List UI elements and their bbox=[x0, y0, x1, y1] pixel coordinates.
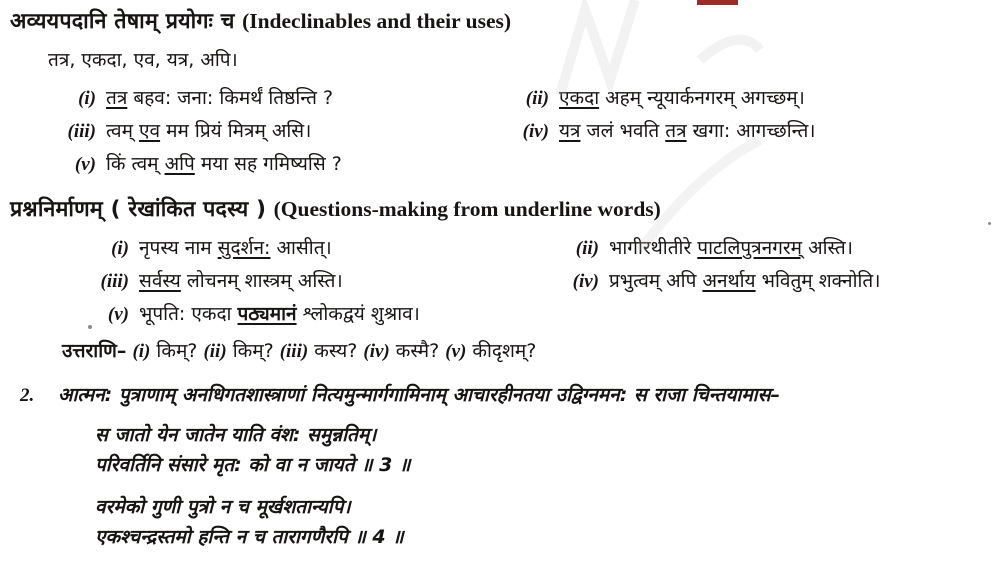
underlined-word: तत्र bbox=[106, 87, 128, 109]
indeclinables-list: तत्र, एकदा, एव, यत्र, अपि। bbox=[48, 49, 238, 71]
question-item bbox=[85, 233, 505, 264]
item-text bbox=[559, 83, 805, 114]
section1-row-1 bbox=[10, 83, 994, 114]
item-text bbox=[609, 233, 853, 264]
item-number: (i) bbox=[111, 238, 129, 259]
text-segment: (i) bbox=[132, 341, 151, 362]
text-segment: कीदृशम्? bbox=[466, 340, 537, 362]
text-segment: कस्य? bbox=[308, 340, 364, 362]
underlined-word: अनर्थाय bbox=[702, 270, 756, 292]
example-item bbox=[505, 116, 994, 147]
question-item bbox=[85, 266, 505, 297]
shloka-3-line-2: परिवर्तिनि संसारे मृत: को वा न जायते ॥ 3 ॥ bbox=[95, 454, 411, 476]
text-segment: (iii) bbox=[279, 341, 309, 362]
scan-artifact-red-mark bbox=[697, 0, 738, 5]
section2-row-3 bbox=[10, 299, 994, 330]
text-segment: भागीरथीतीरे bbox=[609, 237, 698, 259]
shloka-3-line-1: स जातो येन जातेन याति वंश: समुन्नतिम्। bbox=[95, 424, 377, 446]
text-segment: श्लोकद्वयं शुश्राव। bbox=[296, 303, 420, 325]
example-item bbox=[52, 149, 505, 180]
text-segment: बहव: जना: किमर्थं तिष्ठन्ति ? bbox=[127, 87, 334, 109]
exercise-2 bbox=[10, 380, 994, 411]
item-number: (v) bbox=[74, 154, 96, 175]
text-segment: (ii) bbox=[203, 341, 227, 362]
section2-row-1 bbox=[10, 233, 994, 264]
section2-row-2 bbox=[10, 266, 994, 297]
text-segment: उत्तराणि– bbox=[62, 340, 127, 362]
underlined-word: पठ्यमानं bbox=[237, 303, 297, 325]
item-number: (iv) bbox=[522, 121, 549, 142]
text-segment: प्रभुत्वम् अपि bbox=[609, 270, 703, 292]
underlined-word: तत्र bbox=[665, 120, 687, 142]
section2-heading-english: (Questions-making from underline words) bbox=[273, 197, 661, 221]
section1-row-3 bbox=[10, 149, 994, 180]
item-text bbox=[106, 116, 311, 147]
underlined-word: एकदा bbox=[559, 87, 600, 109]
scan-speck bbox=[88, 325, 92, 329]
text-segment: मम प्रियं मित्रम् असि। bbox=[160, 120, 312, 142]
item-text bbox=[139, 299, 420, 330]
shloka-4-line-2: एकश्चन्द्रस्तमो हन्ति न च तारागणैरपि ॥ 4 ॥ bbox=[95, 526, 404, 548]
example-item bbox=[52, 116, 505, 147]
text-segment: (iv) bbox=[363, 341, 390, 362]
item-number: (ii) bbox=[575, 238, 599, 259]
text-segment: खगा: आगच्छन्ति। bbox=[686, 120, 816, 142]
underlined-word: पाटलिपुत्रनगरम् bbox=[697, 237, 803, 259]
text-segment: मया सह गमिष्यसि ? bbox=[194, 153, 342, 175]
answers-line bbox=[62, 336, 994, 367]
item-text bbox=[106, 83, 333, 114]
example-item bbox=[52, 83, 505, 114]
underlined-word: अपि bbox=[164, 153, 195, 175]
text-segment: जलं भवति bbox=[580, 120, 666, 142]
item-number: (iii) bbox=[67, 121, 96, 142]
scan-speck bbox=[988, 222, 991, 225]
text-segment: अस्ति। bbox=[802, 237, 853, 259]
text-segment: कस्मै? bbox=[389, 340, 446, 362]
section1-heading-devanagari: अव्ययपदानि तेषाम् प्रयोगः च bbox=[10, 9, 235, 34]
shloka-4-line-1: वरमेको गुणी पुत्रो न च मूर्खशतान्यपि। bbox=[95, 496, 351, 518]
section1-heading bbox=[10, 6, 994, 37]
text-segment: किम्? bbox=[226, 340, 280, 362]
exercise-2-number: 2. bbox=[20, 385, 35, 406]
underlined-word: सर्वस्य bbox=[139, 270, 181, 292]
item-text bbox=[106, 149, 342, 180]
section2-heading-devanagari: प्रश्ननिर्माणम् ( रेखांकित पदस्य ) bbox=[10, 197, 267, 222]
section2-heading bbox=[10, 194, 994, 225]
question-item bbox=[85, 299, 505, 330]
item-number: (iv) bbox=[572, 271, 599, 292]
shloka-4 bbox=[95, 492, 994, 552]
section1-row-2 bbox=[10, 116, 994, 147]
text-segment: किं त्वम् bbox=[106, 153, 165, 175]
item-number: (iii) bbox=[100, 271, 129, 292]
text-segment: (v) bbox=[445, 341, 467, 362]
text-segment: किम्? bbox=[150, 340, 204, 362]
text-segment: त्वम् bbox=[106, 120, 140, 142]
item-text bbox=[139, 233, 332, 264]
item-number: (i) bbox=[78, 88, 96, 109]
shloka-3 bbox=[95, 420, 994, 480]
underlined-word: एव bbox=[139, 120, 161, 142]
question-item bbox=[555, 266, 994, 297]
underlined-word: सुदर्शन: bbox=[217, 237, 271, 259]
item-number: (v) bbox=[107, 304, 129, 325]
item-text bbox=[139, 266, 343, 297]
text-segment: लोचनम् शास्त्रम् अस्ति। bbox=[180, 270, 343, 292]
text-segment: भूपति: एकदा bbox=[139, 303, 238, 325]
text-segment: आसीत्। bbox=[270, 237, 332, 259]
item-number: (ii) bbox=[525, 88, 549, 109]
question-item bbox=[555, 233, 994, 264]
item-text bbox=[559, 116, 816, 147]
text-segment: अहम् न्यूयार्कनगरम् अगच्छम्। bbox=[599, 87, 805, 109]
section1-heading-english: (Indeclinables and their uses) bbox=[242, 9, 512, 33]
underlined-word: यत्र bbox=[559, 120, 581, 142]
text-segment: भवितुम् शक्नोति। bbox=[755, 270, 881, 292]
exercise-2-text: आत्मन: पुत्राणाम् अनधिगतशास्त्राणां नित्यमुन्मार्गगामिनाम् आचारहीनतया उद्विग्नमन: स राजा चिन्तयामास– bbox=[58, 384, 780, 406]
text-segment: नृपस्य नाम bbox=[139, 237, 218, 259]
example-item bbox=[505, 83, 994, 114]
item-text bbox=[609, 266, 880, 297]
